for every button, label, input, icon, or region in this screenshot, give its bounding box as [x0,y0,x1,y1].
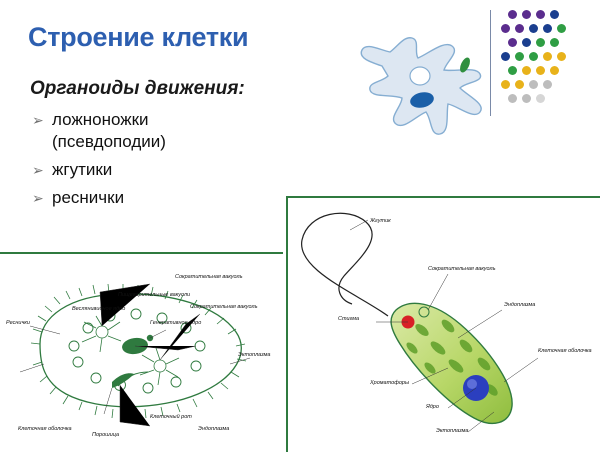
arrow-bullet-icon: ➢ [32,190,44,206]
amoeba-diagram [352,32,512,147]
logo-dot [557,24,566,33]
logo-dot [515,80,524,89]
logo-dot [536,94,545,103]
label-macronucleus: Веслянивидное ядро [72,306,126,312]
arrow-bullet-icon: ➢ [32,162,44,178]
label-cell-mouth: Клеточный рот [150,414,192,420]
logo-dot [550,10,559,19]
logo-dot [515,52,524,61]
euglena-svg [288,198,600,450]
logo-dot [557,52,566,61]
logo-dot [543,52,552,61]
label-contractile-vacuole: Сократительная вакуоль [428,266,496,272]
logo-dot [529,80,538,89]
section-subtitle: Органоиды движения: [30,78,245,99]
logo-dot [529,52,538,61]
logo-dot [522,94,531,103]
label-chromatophores: Хроматофоры [370,380,410,386]
label-flagellum: Жгутик [370,218,391,224]
bullet-list [32,108,282,214]
logo-dot [543,24,552,33]
label-micronucleus: Генеративное ядро [150,320,202,326]
logo-dot [522,10,531,19]
logo-dot [522,66,531,75]
logo-dot [550,38,559,47]
label-ectoplasm: Эктоплазма [436,428,469,434]
logo-dot [515,24,524,33]
list-item-label: жгутики [52,160,113,179]
label-digestive-vacuoles: Пищеварительные вакуоли [118,292,191,298]
label-ectoplasm: Эктоплазма [238,352,271,358]
list-item-label: (псевдоподии) [52,132,166,151]
euglena-diagram [286,196,600,452]
logo-dot [522,38,531,47]
list-item [32,158,282,182]
label-endoplasm: Эндоплазма [504,302,536,308]
label-contractile-vacuole-top: Сократительная вакуоль [175,274,243,280]
label-cilia: Реснички [6,320,30,326]
label-cell-membrane: Клеточная оболочка [538,348,592,354]
euglena-flagellum [302,213,388,316]
logo-dot [529,24,538,33]
amoeba-vacuole [410,67,430,85]
paramecium-diagram [0,252,283,452]
label-endoplasm: Эндоплазма [198,426,230,432]
logo-dot [536,66,545,75]
label-cytopyge: Порошица [92,432,120,438]
page-title: Строение клетки [28,22,249,52]
label-nucleus: Ядро [426,404,439,410]
list-item-label: ложноножки [52,110,149,129]
euglena-nucleus-highlight [467,379,477,389]
logo-dot [550,66,559,75]
label-contractile-vacuole-bottom: Сократительная вакуоль [190,304,258,310]
list-item [32,108,282,132]
arrow-bullet-icon: ➢ [32,112,44,128]
logo-dot [536,38,545,47]
list-item [32,130,282,154]
amoeba-body-shape [361,38,481,134]
list-item [32,186,282,210]
logo-dot [508,10,517,19]
list-item-label: реснички [52,188,125,207]
label-cell-membrane: Клеточная оболочка [18,426,72,432]
logo-dot [543,80,552,89]
logo-dot [536,10,545,19]
amoeba-svg [352,32,512,147]
label-stigma: Стигма [338,316,360,322]
